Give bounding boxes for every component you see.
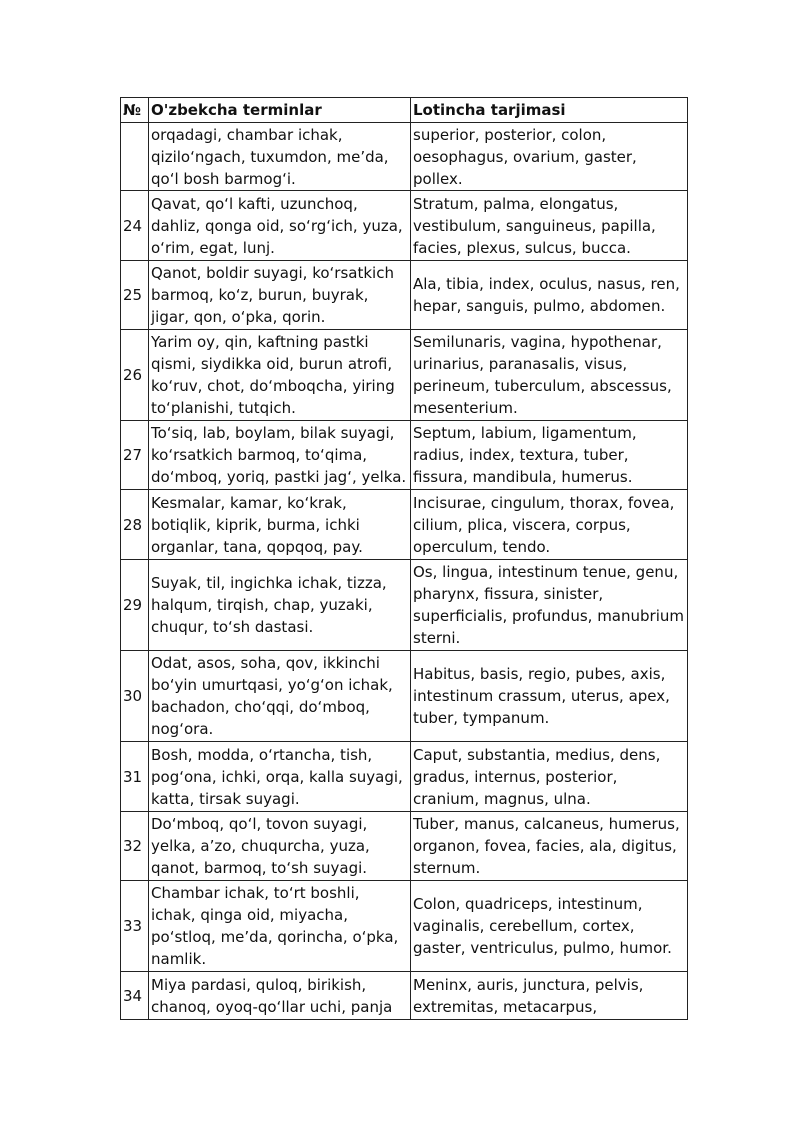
table-row (121, 421, 688, 490)
table-row (121, 330, 688, 421)
row-number: 31 (121, 742, 149, 812)
table-row (121, 123, 688, 191)
latin-terms: Semilunaris, vagina, hypothenar, urinarius, paranasalis, visus, perineum, tuberculum, abscessus, mesenterium. (411, 330, 688, 421)
uzbek-terms: Chambar ichak, to‘rt boshli, ichak, qinga oid, miyacha, po‘stloq, me’da, qorincha, o‘pka, namlik. (149, 881, 411, 972)
row-number: 27 (121, 421, 149, 490)
uzbek-terms: Do‘mboq, qo‘l, tovon suyagi, yelka, a’zo, chuqurcha, yuza, qanot, barmoq, to‘sh suyagi. (149, 812, 411, 881)
latin-terms: Septum, labium, ligamentum, radius, index, textura, tuber, fissura, mandibula, humerus. (411, 421, 688, 490)
row-number: 29 (121, 560, 149, 651)
table-row (121, 261, 688, 330)
terms-table (120, 97, 688, 1020)
row-number: 32 (121, 812, 149, 881)
table-row (121, 881, 688, 972)
row-number: 25 (121, 261, 149, 330)
latin-terms: Os, lingua, intestinum tenue, genu, pharynx, fissura, sinister, superficialis, profundus, manubrium sterni. (411, 560, 688, 651)
table-row (121, 812, 688, 881)
table-row (121, 742, 688, 812)
header-row (121, 98, 688, 123)
row-number: 30 (121, 651, 149, 742)
uzbek-terms: Miya pardasi, quloq, birikish, chanoq, oyoq-qo‘llar uchi, panja (149, 972, 411, 1020)
table-row (121, 972, 688, 1020)
uzbek-terms: Qanot, boldir suyagi, ko‘rsatkich barmoq, ko‘z, burun, buyrak, jigar, qon, o‘pka, qorin. (149, 261, 411, 330)
uzbek-terms: Yarim oy, qin, kaftning pastki qismi, siydikka oid, burun atrofi, ko‘ruv, chot, do‘mboqcha, yiring to‘planishi, tutqich. (149, 330, 411, 421)
row-number: 24 (121, 191, 149, 261)
latin-terms: Stratum, palma, elongatus, vestibulum, sanguineus, papilla, facies, plexus, sulcus, bucca. (411, 191, 688, 261)
latin-terms: Meninx, auris, junctura, pelvis, extremitas, metacarpus, (411, 972, 688, 1020)
table-row (121, 490, 688, 560)
row-number: 33 (121, 881, 149, 972)
latin-terms: Incisurae, cingulum, thorax, fovea, cilium, plica, viscera, corpus, operculum, tendo. (411, 490, 688, 560)
row-number: 26 (121, 330, 149, 421)
header-uzbek: O'zbekcha terminlar (149, 98, 411, 123)
latin-terms: Ala, tibia, index, oculus, nasus, ren, hepar, sanguis, pulmo, abdomen. (411, 261, 688, 330)
row-number (121, 123, 149, 191)
uzbek-terms: Qavat, qo‘l kafti, uzunchoq, dahliz, qonga oid, so‘rg‘ich, yuza, o‘rim, egat, lunj. (149, 191, 411, 261)
header-num: № (121, 98, 149, 123)
latin-terms: superior, posterior, colon, oesophagus, ovarium, gaster, pollex. (411, 123, 688, 191)
uzbek-terms: orqadagi, chambar ichak, qizilo‘ngach, tuxumdon, me’da, qo‘l bosh barmog‘i. (149, 123, 411, 191)
table-row (121, 191, 688, 261)
latin-terms: Tuber, manus, calcaneus, humerus, organon, fovea, facies, ala, digitus, sternum. (411, 812, 688, 881)
uzbek-terms: Suyak, til, ingichka ichak, tizza, halqum, tirqish, chap, yuzaki, chuqur, to‘sh dastasi. (149, 560, 411, 651)
table-row (121, 651, 688, 742)
row-number: 28 (121, 490, 149, 560)
uzbek-terms: To‘siq, lab, boylam, bilak suyagi, ko‘rsatkich barmoq, to‘qima, do‘mboq, yoriq, pastki jag‘, yelka. (149, 421, 411, 490)
latin-terms: Habitus, basis, regio, pubes, axis, intestinum crassum, uterus, apex, tuber, tympanum. (411, 651, 688, 742)
header-latin: Lotincha tarjimasi (411, 98, 688, 123)
latin-terms: Colon, quadriceps, intestinum, vaginalis, cerebellum, cortex, gaster, ventriculus, pulmo, humor. (411, 881, 688, 972)
row-number: 34 (121, 972, 149, 1020)
uzbek-terms: Bosh, modda, o‘rtancha, tish, pog‘ona, ichki, orqa, kalla suyagi, katta, tirsak suyagi. (149, 742, 411, 812)
latin-terms: Caput, substantia, medius, dens, gradus, internus, posterior, cranium, magnus, ulna. (411, 742, 688, 812)
table-row (121, 560, 688, 651)
uzbek-terms: Odat, asos, soha, qov, ikkinchi bo‘yin umurtqasi, yo‘g‘on ichak, bachadon, cho‘qqi, do‘mboq, nog‘ora. (149, 651, 411, 742)
uzbek-terms: Kesmalar, kamar, ko‘krak, botiqlik, kiprik, burma, ichki organlar, tana, qopqoq, pay. (149, 490, 411, 560)
